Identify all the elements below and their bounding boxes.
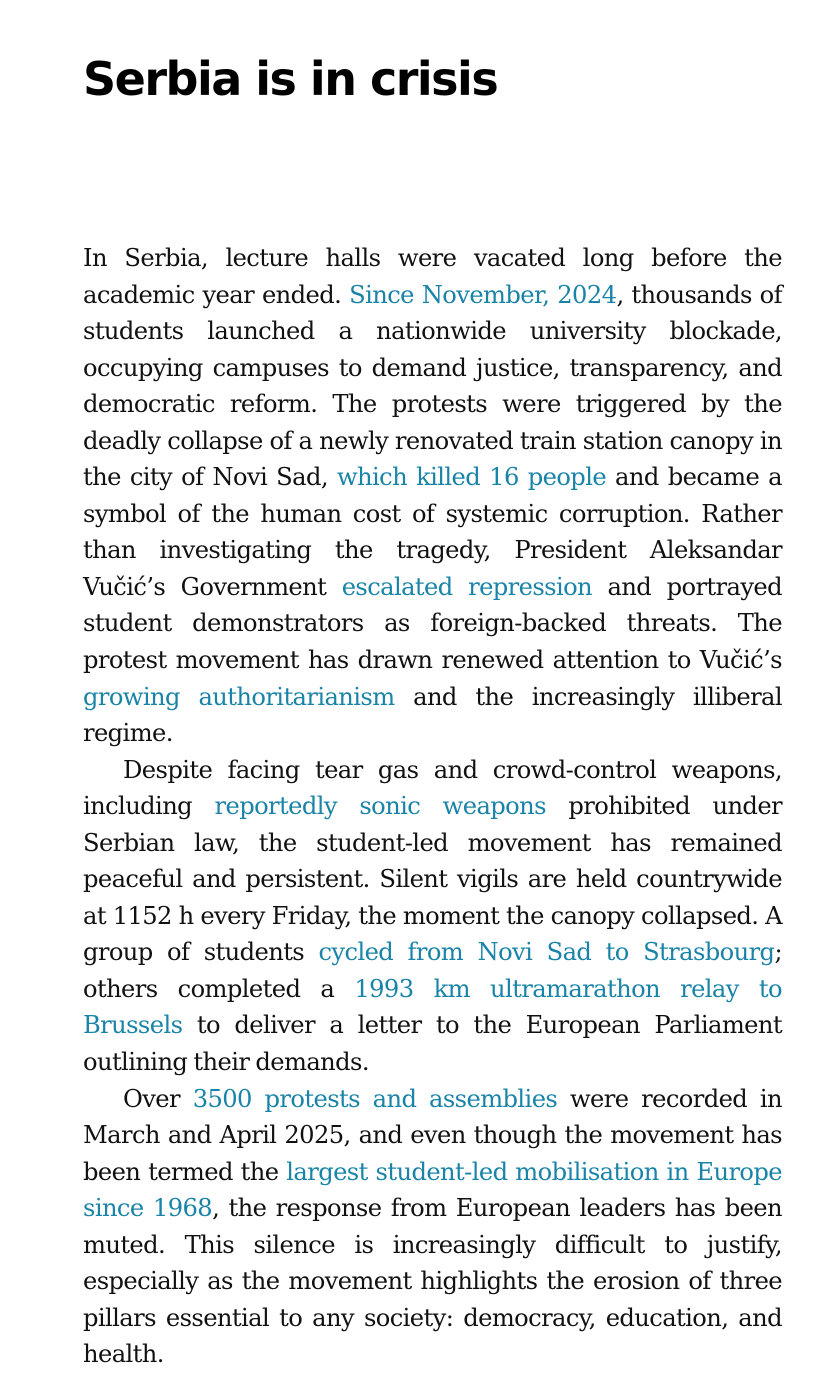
paragraph-3 [83, 1081, 782, 1373]
link-which-killed-16-people[interactable]: which killed 16 people [336, 463, 607, 492]
article-title: Serbia is in crisis [83, 52, 498, 106]
link-growing-authoritarianism[interactable]: growing authoritarianism [83, 682, 395, 711]
text-segment: Over [123, 1084, 193, 1113]
text-segment: , thousands of students launched a nationwide university blockade, occupying campuses to demand justice, transparency, and democratic reform. The protests were triggered by the deadly collapse of a newly renovated train station canopy in the city of Novi Sad, [83, 280, 782, 492]
link-cycled-to-strasbourg[interactable]: cycled from Novi Sad to Strasbourg [318, 938, 775, 967]
paragraph-2 [83, 752, 782, 1081]
link-largest-student-led-mobilisation[interactable]: largest student-led mobilisation in Europe since 1968 [83, 1157, 782, 1223]
text-segment: and portrayed student demonstrators as foreign-backed threats. The protest movement has drawn renewed attention to Vučić’s [83, 572, 782, 675]
text-segment: to deliver a letter to the European Parliament outlining their demands. [83, 1011, 782, 1077]
link-since-november-2024[interactable]: Since November, 2024 [349, 280, 617, 309]
text-segment: and the increasingly illiberal regime. [83, 682, 782, 748]
text-segment: In Serbia, lecture halls were vacated long before the academic year ended. [83, 244, 782, 309]
link-escalated-repression[interactable]: escalated repression [341, 572, 593, 601]
text-segment: ; others completed a [83, 938, 782, 1003]
text-segment: Despite facing tear gas and crowd-control weapons, including [83, 755, 782, 821]
text-segment: were recorded in March and April 2025, and even though the movement has been termed the [83, 1084, 783, 1186]
text-segment: and became a symbol of the human cost of systemic corruption. Rather than investigating the tragedy, President Aleksandar Vučić’s Government [83, 463, 782, 601]
text-segment: prohibited under Serbian law, the student-led movement has remained peaceful and persistent. Silent vigils are held countrywide at 1152 h every Friday, the moment the canopy collapsed. A group of students [83, 792, 782, 967]
article-body [83, 240, 782, 1373]
link-reportedly-sonic-weapons[interactable]: reportedly sonic weapons [214, 792, 546, 821]
text-segment: , the response from European leaders has been muted. This silence is increasingly difficult to justify, especially as the movement highlights the erosion of three pillars essential to any society: democracy, education, and health. [83, 1194, 782, 1369]
paragraph-1 [83, 240, 782, 752]
link-ultramarathon-relay-brussels[interactable]: 1993 km ultramarathon relay to Brussels [83, 974, 782, 1040]
link-3500-protests-and-assemblies[interactable]: 3500 protests and assemblies [192, 1084, 558, 1113]
